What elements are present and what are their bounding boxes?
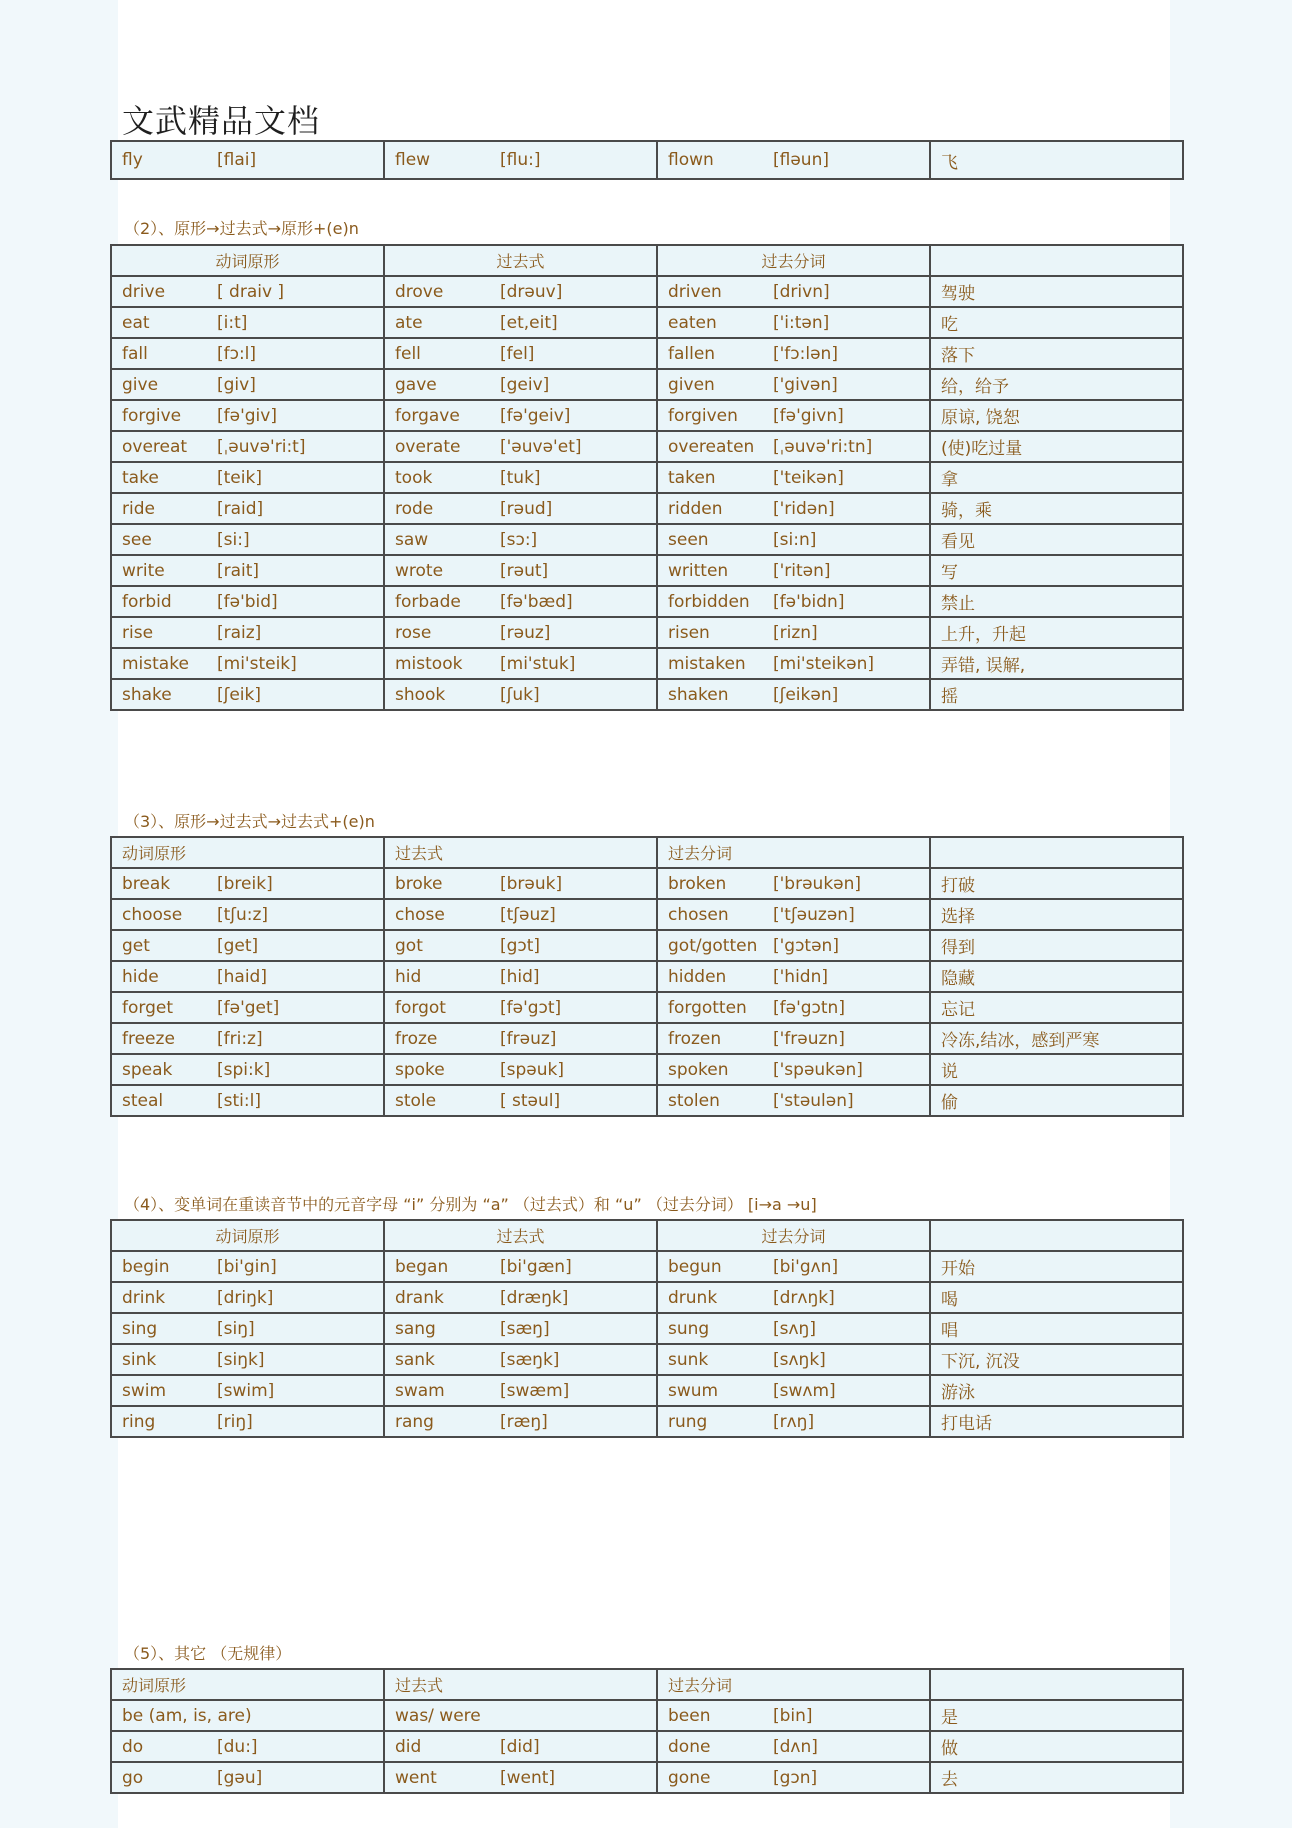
past-form: was/ were: [395, 1705, 481, 1726]
table-section-3: [110, 836, 1184, 1117]
pp-form: gone: [668, 1767, 711, 1788]
base-form: go: [122, 1767, 144, 1788]
table-row: [111, 1313, 1183, 1344]
pp-form: got/gotten: [668, 935, 758, 956]
pp-ipa: [bi'gʌn]: [773, 1256, 839, 1277]
base-ipa: [driŋk]: [217, 1287, 274, 1308]
table-section-5: [110, 1668, 1184, 1794]
base-ipa: [get]: [217, 935, 259, 956]
meaning: 弄错, 误解,: [930, 648, 1183, 679]
base-ipa: [fə'get]: [217, 997, 280, 1018]
pp-form: forbidden: [668, 591, 750, 612]
base-form: take: [122, 467, 159, 488]
past-form: wrote: [395, 560, 444, 581]
pp-form: frozen: [668, 1028, 722, 1049]
past-form: forgave: [395, 405, 460, 426]
meaning: 拿: [930, 462, 1183, 493]
pp-form: hidden: [668, 966, 727, 987]
pp-form: given: [668, 374, 715, 395]
pp-form: drunk: [668, 1287, 718, 1308]
base-ipa: [raid]: [217, 498, 264, 519]
meaning: 驾驶: [930, 276, 1183, 307]
pp-ipa: [ʃeikən]: [773, 684, 839, 705]
meaning: 打电话: [930, 1406, 1183, 1437]
past-form: overate: [395, 436, 461, 457]
pp-ipa: [fə'gɔtn]: [773, 997, 845, 1018]
pp-form: taken: [668, 467, 716, 488]
pp-form: ridden: [668, 498, 723, 519]
meaning: 唱: [930, 1313, 1183, 1344]
base-form: freeze: [122, 1028, 175, 1049]
table-row: [111, 1406, 1183, 1437]
pp-form: begun: [668, 1256, 722, 1277]
base-form: forgive: [122, 405, 182, 426]
pp-form: eaten: [668, 312, 717, 333]
table-row: [111, 617, 1183, 648]
past-form: gave: [395, 374, 437, 395]
table-row: [111, 493, 1183, 524]
pp-form: chosen: [668, 904, 729, 925]
meaning: 上升，升起: [930, 617, 1183, 648]
base-ipa: [bi'gin]: [217, 1256, 277, 1277]
meaning: 是: [930, 1700, 1183, 1731]
base-form: shake: [122, 684, 172, 705]
meaning: 原谅, 饶恕: [930, 400, 1183, 431]
base-ipa: [gəu]: [217, 1767, 263, 1788]
base-ipa: [ draiv ]: [217, 281, 285, 302]
meaning: 忘记: [930, 992, 1183, 1023]
past-ipa: [fə'gɔt]: [500, 997, 562, 1018]
pp-form: overeaten: [668, 436, 755, 457]
meaning: 摇: [930, 679, 1183, 710]
base-ipa: [i:t]: [217, 312, 248, 333]
past-ipa: [ʃuk]: [500, 684, 540, 705]
past-ipa: [rəut]: [500, 560, 549, 581]
column-header: 动词原形: [111, 1220, 384, 1251]
table-row: [111, 930, 1183, 961]
table-row: [111, 431, 1183, 462]
meaning: 给，给予: [930, 369, 1183, 400]
meaning: 吃: [930, 307, 1183, 338]
base-ipa: [rait]: [217, 560, 260, 581]
meaning: 得到: [930, 930, 1183, 961]
past-ipa: [fə'geiv]: [500, 405, 571, 426]
pp-form: broken: [668, 873, 727, 894]
table-row: [111, 141, 1183, 179]
base-ipa: [si:]: [217, 529, 250, 550]
meaning: 骑，乘: [930, 493, 1183, 524]
base-ipa: [siŋk]: [217, 1349, 265, 1370]
past-form: forbade: [395, 591, 461, 612]
base-ipa: [fɔ:l]: [217, 343, 257, 364]
past-ipa: [mi'stuk]: [500, 653, 576, 674]
past-form: shook: [395, 684, 446, 705]
base-form: drink: [122, 1287, 166, 1308]
past-ipa: [hid]: [500, 966, 540, 987]
base-form: mistake: [122, 653, 189, 674]
section-label-3: （3）、原形→过去式→过去式+(e)n: [124, 812, 375, 831]
meaning: 打破: [930, 868, 1183, 899]
pp-ipa: ['gɔtən]: [773, 935, 839, 956]
base-form: fly: [122, 150, 143, 170]
pp-ipa: ['i:tən]: [773, 312, 830, 333]
pp-form: forgotten: [668, 997, 747, 1018]
pp-ipa: [dʌn]: [773, 1736, 818, 1757]
past-ipa: [dræŋk]: [500, 1287, 569, 1308]
past-form: sank: [395, 1349, 435, 1370]
pp-ipa: ['givən]: [773, 374, 838, 395]
base-form: drive: [122, 281, 166, 302]
past-ipa: [sæŋ]: [500, 1318, 550, 1339]
meaning: 下沉, 沉没: [930, 1344, 1183, 1375]
base-form: overeat: [122, 436, 188, 457]
table-row: [111, 1054, 1183, 1085]
base-ipa: [spi:k]: [217, 1059, 271, 1080]
base-ipa: [breik]: [217, 873, 273, 894]
meaning: 隐藏: [930, 961, 1183, 992]
meaning: 说: [930, 1054, 1183, 1085]
table-row: [111, 307, 1183, 338]
meaning: 游泳: [930, 1375, 1183, 1406]
meaning: 偷: [930, 1085, 1183, 1116]
past-ipa: [rəuz]: [500, 622, 551, 643]
base-ipa: [fə'bid]: [217, 591, 278, 612]
base-ipa: [raiz]: [217, 622, 262, 643]
column-header: 过去分词: [657, 1220, 930, 1251]
pp-ipa: [si:n]: [773, 529, 817, 550]
table-row: [111, 400, 1183, 431]
pp-form: risen: [668, 622, 710, 643]
pp-form: driven: [668, 281, 722, 302]
base-form: sing: [122, 1318, 158, 1339]
past-form: rose: [395, 622, 432, 643]
pp-ipa: ['frəuzn]: [773, 1028, 845, 1049]
base-form: swim: [122, 1380, 167, 1401]
meaning: 做: [930, 1731, 1183, 1762]
column-header: 过去式: [384, 1220, 657, 1251]
past-ipa: [tuk]: [500, 467, 541, 488]
pp-form: sunk: [668, 1349, 709, 1370]
past-form: froze: [395, 1028, 438, 1049]
base-form: eat: [122, 312, 150, 333]
column-header: 过去式: [384, 245, 657, 276]
base-ipa: [sti:l]: [217, 1090, 261, 1111]
pp-form: done: [668, 1736, 711, 1757]
pp-ipa: [drivn]: [773, 281, 830, 302]
past-ipa: [ stəul]: [500, 1090, 561, 1111]
base-form: forbid: [122, 591, 172, 612]
column-header: 过去分词: [657, 1669, 930, 1700]
meaning: 冷冻,结冰，感到严寒: [930, 1023, 1183, 1054]
pp-form: fallen: [668, 343, 716, 364]
base-ipa: [fri:z]: [217, 1028, 263, 1049]
base-form: rise: [122, 622, 154, 643]
past-ipa: [swæm]: [500, 1380, 570, 1401]
past-form: flew: [395, 150, 431, 170]
meaning: 选择: [930, 899, 1183, 930]
pp-ipa: [rizn]: [773, 622, 818, 643]
table-row: [111, 648, 1183, 679]
meaning: 禁止: [930, 586, 1183, 617]
pp-form: stolen: [668, 1090, 720, 1111]
table-row: [111, 1375, 1183, 1406]
meaning: 飞: [930, 141, 1183, 179]
base-ipa: [riŋ]: [217, 1411, 253, 1432]
base-form: speak: [122, 1059, 173, 1080]
base-ipa: [tʃu:z]: [217, 904, 269, 925]
pp-form: seen: [668, 529, 709, 550]
section-label-5: （5）、其它 （无规律）: [124, 1644, 292, 1663]
table-row: [111, 1023, 1183, 1054]
pp-form: been: [668, 1705, 711, 1726]
past-form: forgot: [395, 997, 446, 1018]
base-form: break: [122, 873, 171, 894]
past-ipa: [did]: [500, 1736, 540, 1757]
base-form: see: [122, 529, 152, 550]
base-form: steal: [122, 1090, 164, 1111]
table-row: [111, 679, 1183, 710]
past-ipa: [went]: [500, 1767, 556, 1788]
base-ipa: [siŋ]: [217, 1318, 255, 1339]
table-header-row: [111, 1220, 1183, 1251]
column-header: 过去分词: [657, 837, 930, 868]
table-row: [111, 276, 1183, 307]
base-form: fall: [122, 343, 148, 364]
meaning: 开始: [930, 1251, 1183, 1282]
pp-ipa: [gɔn]: [773, 1767, 818, 1788]
base-form: do: [122, 1736, 144, 1757]
past-form: rode: [395, 498, 434, 519]
table-row: [111, 1700, 1183, 1731]
pp-ipa: [sʌŋ]: [773, 1318, 816, 1339]
column-header: [930, 1220, 1183, 1251]
past-ipa: [gɔt]: [500, 935, 541, 956]
pp-form: shaken: [668, 684, 729, 705]
pp-ipa: [fləun]: [773, 150, 829, 170]
table-row: [111, 524, 1183, 555]
past-ipa: [tʃəuz]: [500, 904, 556, 925]
table-header-row: [111, 245, 1183, 276]
table-section-4: [110, 1219, 1184, 1438]
base-ipa: [teik]: [217, 467, 262, 488]
base-form: be (am, is, are): [122, 1705, 252, 1726]
pp-form: spoken: [668, 1059, 729, 1080]
pp-ipa: [swʌm]: [773, 1380, 836, 1401]
section-label-4: （4）、变单词在重读音节中的元音字母 “i” 分别为 “a” （过去式）和 “u” （过去分词） [i→a →u]: [124, 1195, 817, 1214]
base-ipa: [ˌəuvə'ri:t]: [217, 436, 306, 457]
base-form: write: [122, 560, 165, 581]
base-form: choose: [122, 904, 183, 925]
table-row: [111, 899, 1183, 930]
column-header: 动词原形: [111, 1669, 384, 1700]
base-form: forget: [122, 997, 173, 1018]
pp-form: mistaken: [668, 653, 746, 674]
column-header: 过去式: [384, 1669, 657, 1700]
past-ipa: [rəud]: [500, 498, 553, 519]
pp-ipa: [fə'bidn]: [773, 591, 845, 612]
pp-ipa: ['teikən]: [773, 467, 844, 488]
past-ipa: [flu:]: [500, 150, 541, 170]
table-row: [111, 1251, 1183, 1282]
pp-ipa: ['ridən]: [773, 498, 835, 519]
meaning: 去: [930, 1762, 1183, 1793]
pp-ipa: ['tʃəuzən]: [773, 904, 855, 925]
table-row: [111, 868, 1183, 899]
base-form: ride: [122, 498, 155, 519]
pp-ipa: [fə'givn]: [773, 405, 844, 426]
table-row: [111, 1731, 1183, 1762]
table-row: [111, 1762, 1183, 1793]
pp-form: sung: [668, 1318, 710, 1339]
past-form: did: [395, 1736, 422, 1757]
past-form: stole: [395, 1090, 437, 1111]
pp-ipa: [rʌŋ]: [773, 1411, 815, 1432]
pp-form: written: [668, 560, 729, 581]
column-header: 过去分词: [657, 245, 930, 276]
past-ipa: [fə'bæd]: [500, 591, 573, 612]
table-header-row: [111, 1669, 1183, 1700]
past-form: rang: [395, 1411, 434, 1432]
pp-ipa: [bin]: [773, 1705, 813, 1726]
base-form: give: [122, 374, 159, 395]
past-form: saw: [395, 529, 429, 550]
base-ipa: [ʃeik]: [217, 684, 262, 705]
base-ipa: [fə'giv]: [217, 405, 277, 426]
past-form: drank: [395, 1287, 444, 1308]
past-form: mistook: [395, 653, 463, 674]
table-row: [111, 1282, 1183, 1313]
pp-ipa: ['hidn]: [773, 966, 829, 987]
past-ipa: [et,eit]: [500, 312, 558, 333]
past-ipa: [spəuk]: [500, 1059, 564, 1080]
table-continued: [110, 140, 1184, 180]
past-ipa: [sæŋk]: [500, 1349, 560, 1370]
past-form: fell: [395, 343, 421, 364]
pp-ipa: [drʌŋk]: [773, 1287, 835, 1308]
pp-ipa: [ˌəuvə'ri:tn]: [773, 436, 873, 457]
base-ipa: [du:]: [217, 1736, 258, 1757]
past-form: sang: [395, 1318, 436, 1339]
table-row: [111, 961, 1183, 992]
base-form: hide: [122, 966, 159, 987]
past-ipa: ['əuvə'et]: [500, 436, 582, 457]
table-section-2: [110, 244, 1184, 711]
table-row: [111, 369, 1183, 400]
base-form: ring: [122, 1411, 156, 1432]
past-form: got: [395, 935, 423, 956]
past-form: drove: [395, 281, 444, 302]
column-header: [930, 245, 1183, 276]
table-row: [111, 1344, 1183, 1375]
past-form: took: [395, 467, 433, 488]
past-form: hid: [395, 966, 422, 987]
pp-form: rung: [668, 1411, 708, 1432]
base-ipa: [haid]: [217, 966, 267, 987]
pp-ipa: [mi'steikən]: [773, 653, 875, 674]
pp-form: swum: [668, 1380, 719, 1401]
pp-ipa: ['brəukən]: [773, 873, 862, 894]
past-ipa: [drəuv]: [500, 281, 563, 302]
past-form: spoke: [395, 1059, 445, 1080]
past-form: chose: [395, 904, 445, 925]
meaning: 看见: [930, 524, 1183, 555]
meaning: 落下: [930, 338, 1183, 369]
table-row: [111, 586, 1183, 617]
meaning: 喝: [930, 1282, 1183, 1313]
pp-ipa: ['fɔ:lən]: [773, 343, 838, 364]
pp-ipa: ['stəulən]: [773, 1090, 854, 1111]
pp-ipa: [sʌŋk]: [773, 1349, 826, 1370]
table-row: [111, 992, 1183, 1023]
table-row: [111, 338, 1183, 369]
table-row: [111, 555, 1183, 586]
base-ipa: [mi'steik]: [217, 653, 297, 674]
pp-ipa: ['ritən]: [773, 560, 831, 581]
base-ipa: [flai]: [217, 150, 257, 170]
past-ipa: [frəuz]: [500, 1028, 557, 1049]
page-header: 文武精品文档: [122, 102, 321, 140]
pp-form: flown: [668, 150, 714, 170]
past-form: swam: [395, 1380, 445, 1401]
base-ipa: [giv]: [217, 374, 256, 395]
past-ipa: [ræŋ]: [500, 1411, 548, 1432]
section-label-2: （2）、原形→过去式→原形+(e)n: [124, 219, 359, 238]
past-form: broke: [395, 873, 443, 894]
meaning: 写: [930, 555, 1183, 586]
past-ipa: [geiv]: [500, 374, 550, 395]
table-header-row: [111, 837, 1183, 868]
pp-form: forgiven: [668, 405, 738, 426]
column-header: [930, 1669, 1183, 1700]
column-header: 动词原形: [111, 245, 384, 276]
past-form: ate: [395, 312, 423, 333]
past-ipa: [bi'gæn]: [500, 1256, 572, 1277]
table-row: [111, 462, 1183, 493]
base-form: get: [122, 935, 150, 956]
table-row: [111, 1085, 1183, 1116]
base-ipa: [swim]: [217, 1380, 275, 1401]
past-ipa: [brəuk]: [500, 873, 563, 894]
column-header: [930, 837, 1183, 868]
column-header: 动词原形: [111, 837, 384, 868]
past-ipa: [sɔ:]: [500, 529, 538, 550]
past-form: went: [395, 1767, 437, 1788]
base-form: begin: [122, 1256, 170, 1277]
past-form: began: [395, 1256, 449, 1277]
meaning: (使)吃过量: [930, 431, 1183, 462]
column-header: 过去式: [384, 837, 657, 868]
base-form: sink: [122, 1349, 157, 1370]
pp-ipa: ['spəukən]: [773, 1059, 863, 1080]
past-ipa: [fel]: [500, 343, 535, 364]
